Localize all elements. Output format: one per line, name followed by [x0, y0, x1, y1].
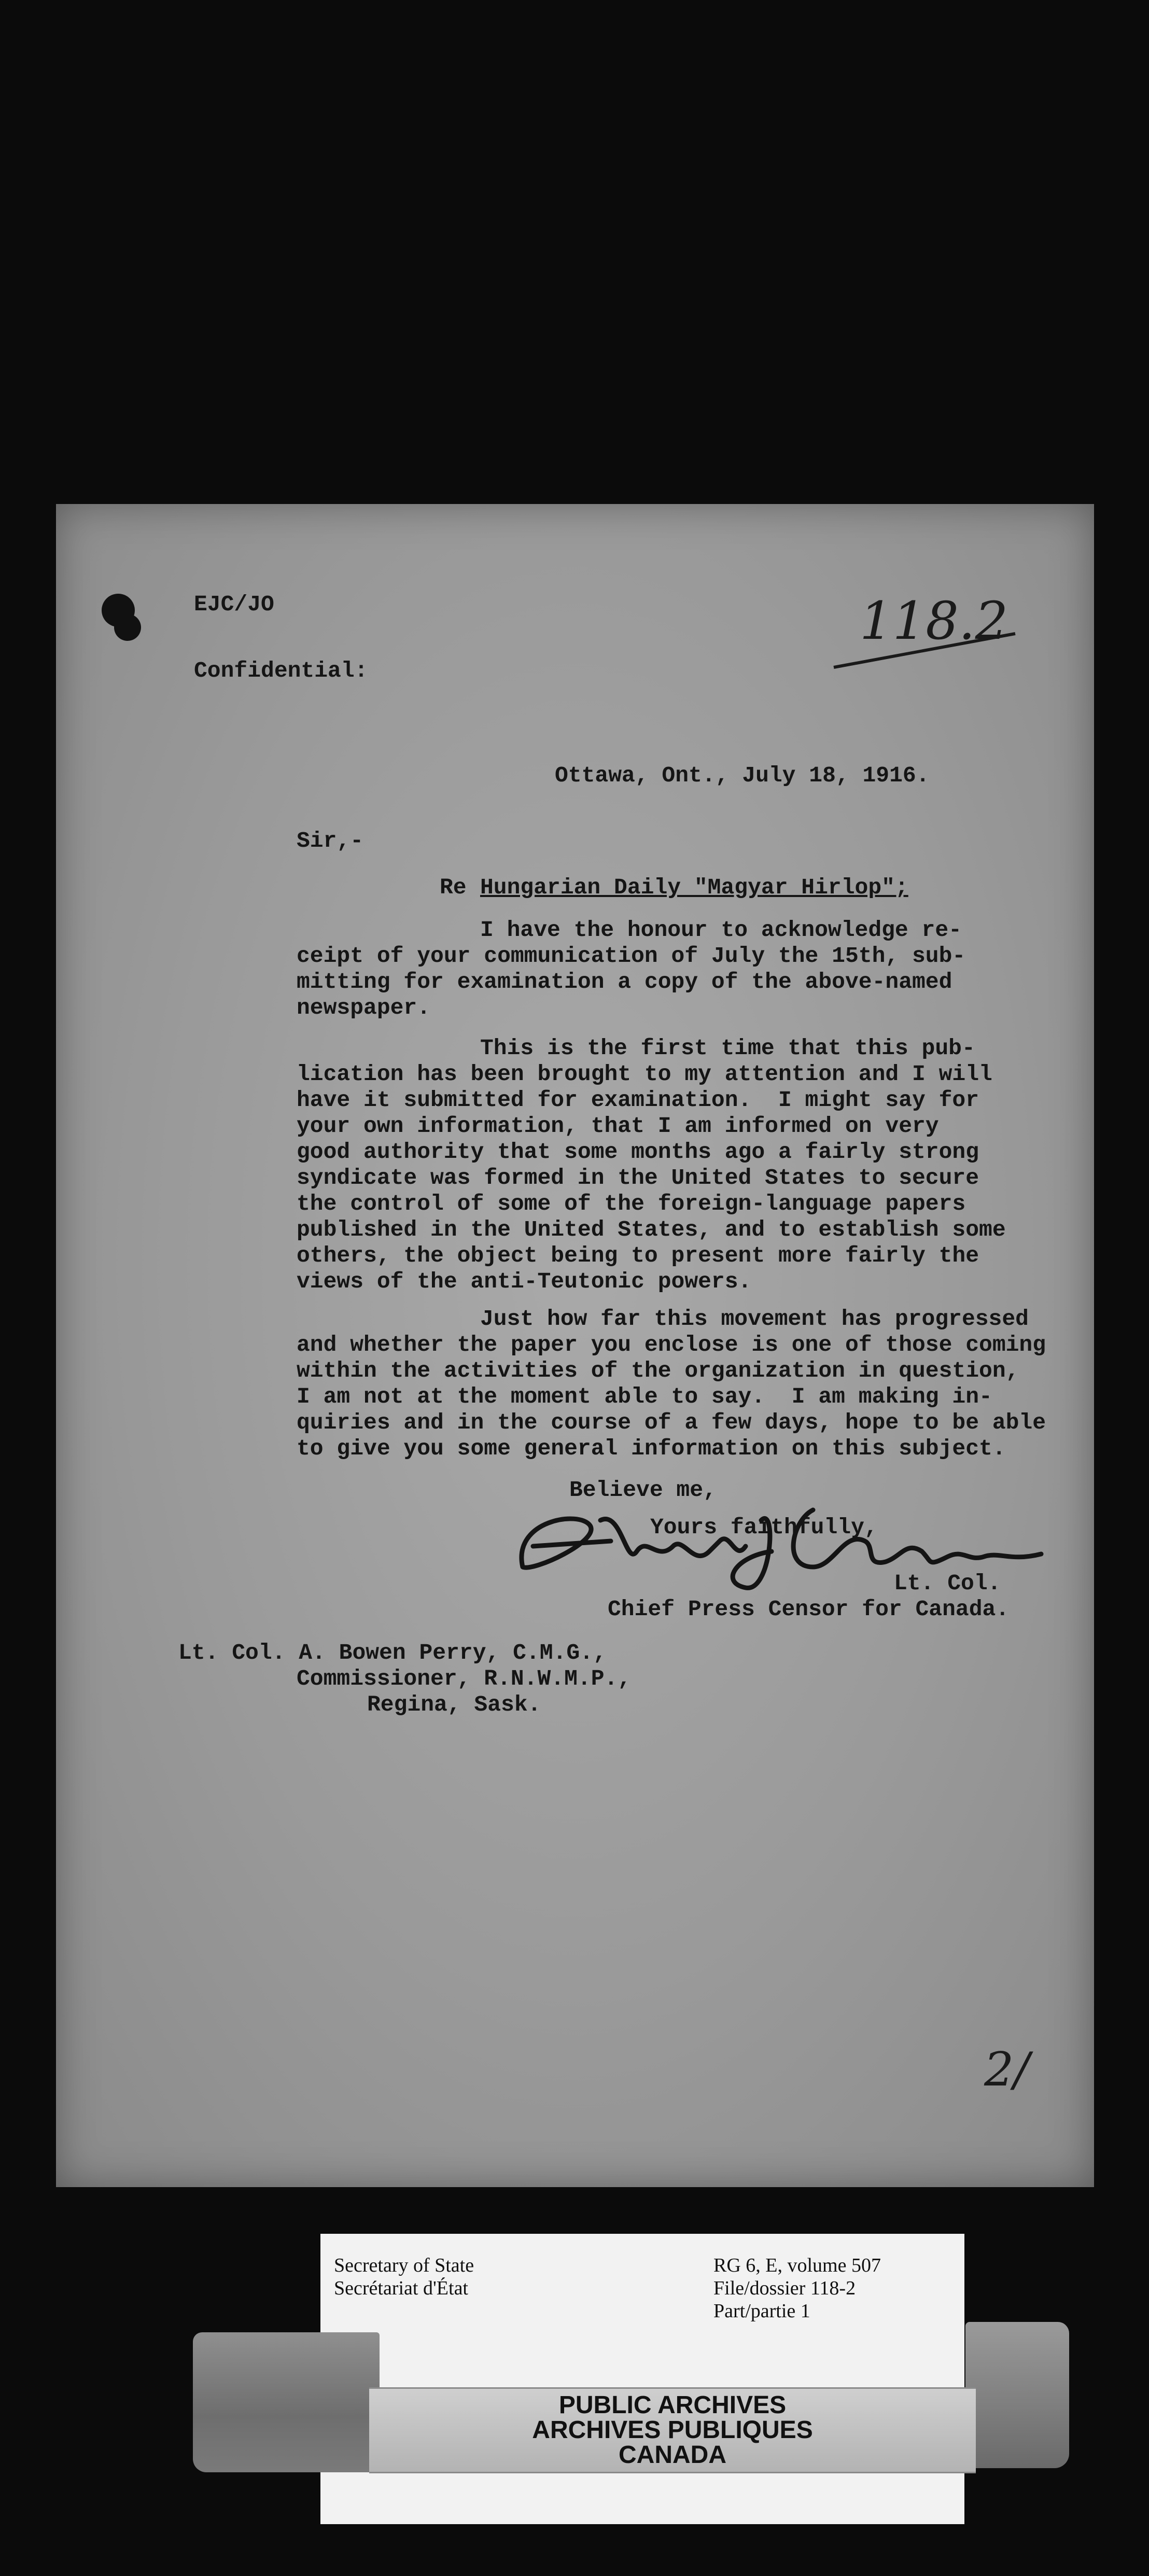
part-partie: Part/partie 1	[713, 2300, 810, 2322]
reference-code: EJC/JO	[194, 592, 274, 617]
paragraph-3-line-4: I am not at the moment able to say. I am making in-	[297, 1384, 992, 1409]
closing-yours-faithfully: Yours faithfully,	[650, 1515, 878, 1540]
file-dossier: File/dossier 118-2	[713, 2277, 856, 2299]
paragraph-3-line-3: within the activities of the organization in question,	[297, 1358, 1019, 1383]
paragraph-2-line-10: views of the anti-Teutonic powers.	[297, 1269, 752, 1294]
classification: Confidential:	[194, 658, 368, 683]
stamp-line-1: PUBLIC ARCHIVES	[558, 2391, 787, 2419]
band-left-fold	[193, 2332, 380, 2472]
paragraph-2-line-9: others, the object being to present more fairly the	[297, 1243, 979, 1268]
paragraph-3-line-2: and whether the paper you enclose is one of those coming	[297, 1332, 1046, 1357]
stamp-line-2: ARCHIVES PUBLIQUES	[532, 2416, 813, 2444]
addressee-line-2: Commissioner, R.N.W.M.P.,	[297, 1666, 632, 1691]
paragraph-2-line-7: the control of some of the foreign-language papers	[297, 1191, 966, 1216]
file-number-handwritten	[803, 582, 1031, 685]
paragraph-1-line-3: mitting for examination a copy of the above-named	[297, 969, 952, 995]
paragraph-1-line-1: I have the honour to acknowledge re-	[480, 917, 962, 943]
paragraph-3-line-1: Just how far this movement has progressed	[480, 1306, 1029, 1332]
paragraph-2-line-5: good authority that some months ago a fairly strong	[297, 1139, 979, 1165]
stamp-line-3: CANADA	[619, 2441, 726, 2469]
record-group: RG 6, E, volume 507	[713, 2255, 881, 2276]
place-date: Ottawa, Ont., July 18, 1916.	[555, 763, 930, 788]
paragraph-2-line-1: This is the first time that this pub-	[480, 1035, 975, 1061]
paragraph-2-line-8: published in the United States, and to establish some	[297, 1217, 1006, 1242]
addressee-line-1: Lt. Col. A. Bowen Perry, C.M.G.,	[178, 1640, 607, 1665]
salutation: Sir,-	[297, 828, 364, 853]
letter-page	[56, 504, 1094, 2187]
paragraph-2-line-6: syndicate was formed in the United States to secure	[297, 1165, 979, 1191]
paragraph-2-line-2: lication has been brought to my attention and I will	[297, 1061, 992, 1087]
subject-line: Hungarian Daily "Magyar Hirlop";	[480, 875, 908, 900]
page-mark-text: 2/	[984, 2042, 1030, 2097]
band-right-fold	[965, 2322, 1069, 2468]
page-number-handwritten	[974, 2034, 1052, 2106]
signer-title: Chief Press Censor for Canada.	[608, 1597, 1010, 1622]
archives-stamp-band	[193, 2322, 1069, 2477]
paragraph-1-line-4: newspaper.	[297, 995, 431, 1020]
addressee-line-3: Regina, Sask.	[367, 1692, 541, 1717]
paragraph-2-line-4: your own information, that I am informed on very	[297, 1113, 939, 1139]
file-mark-text: 118.2	[860, 591, 1008, 651]
closing-believe-me: Believe me,	[569, 1477, 717, 1503]
re-prefix: Re	[440, 875, 467, 900]
paragraph-2-line-3: have it submitted for examination. I might say for	[297, 1087, 979, 1113]
paragraph-1-line-2: ceipt of your communication of July the 15th, sub-	[297, 943, 966, 969]
paragraph-3-line-6: to give you some general information on this subject.	[297, 1436, 1006, 1461]
department-english: Secretary of State	[334, 2255, 474, 2276]
signer-rank: Lt. Col.	[894, 1571, 1001, 1596]
department-french: Secrétariat d'État	[334, 2277, 468, 2299]
public-archives-stamp	[369, 2387, 976, 2473]
paragraph-3-line-5: quiries and in the course of a few days, hope to be able	[297, 1410, 1046, 1435]
punch-hole-mark	[97, 587, 155, 649]
